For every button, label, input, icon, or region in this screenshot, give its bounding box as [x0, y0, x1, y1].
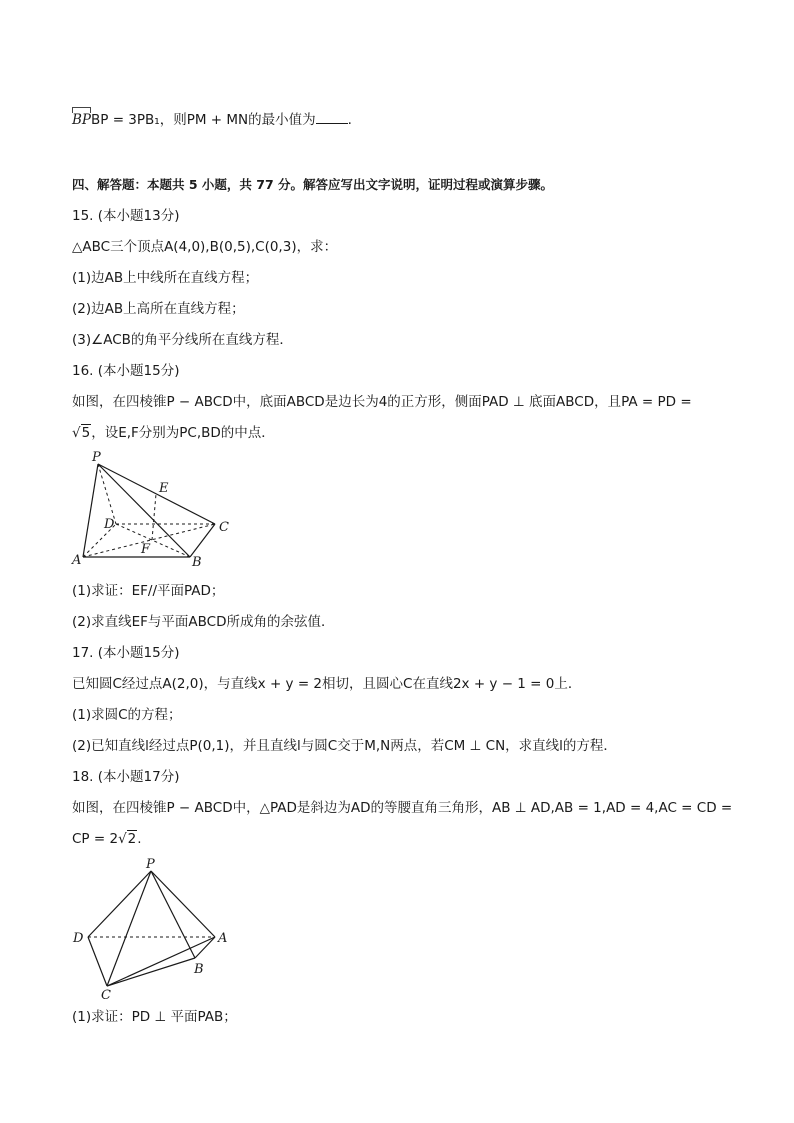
- label-f: F: [141, 542, 151, 557]
- label-e: E: [159, 481, 169, 496]
- q16-part1: (1)求证：EF//平面PAD；: [72, 583, 225, 599]
- label-d: D: [104, 517, 115, 532]
- pyramid-figure-2: [70, 855, 240, 1003]
- label-d: D: [73, 931, 84, 946]
- q15-part1: (1)边AB上中线所在直线方程；: [72, 270, 259, 286]
- q18-stem-line2: [72, 829, 142, 849]
- q17-header: 17. (本小题15分): [72, 645, 180, 661]
- q18-stem-pre: CP = 2: [72, 831, 119, 847]
- answer-blank: [316, 111, 348, 124]
- q18-stem-line1: 如图，在四棱锥P − ABCD中，△PAD是斜边为AD的等腰直角三角形，AB ⊥ AD,AB = 1,AD = 4,AC = CD =: [72, 800, 733, 816]
- section-4-heading: 四、解答题：本题共 5 小题，共 77 分。解答应写出文字说明，证明过程或演算步骤。: [72, 177, 554, 192]
- q15-header: 15. (本小题13分): [72, 208, 180, 224]
- q17-part2: (2)已知直线l经过点P(0,1)，并且直线l与圆C交于M,N两点，若CM ⊥ CN，求直线l的方程．: [72, 738, 617, 754]
- label-p: P: [92, 450, 101, 465]
- pyramid-figure-1: [70, 452, 240, 572]
- vector-bp: BP: [72, 112, 91, 128]
- q16-stem-line2: [72, 423, 275, 443]
- label-p: P: [146, 857, 155, 872]
- q18-part1: (1)求证：PD ⊥ 平面PAB；: [72, 1009, 237, 1025]
- q17-part1: (1)求圆C的方程；: [72, 707, 182, 723]
- q16-stem-line1: 如图，在四棱锥P − ABCD中，底面ABCD是边长为4的正方形，侧面PAD ⊥ 底面ABCD，且PA = PD =: [72, 394, 692, 410]
- q14-continuation: [72, 106, 352, 130]
- q15-part2: (2)边AB上高所在直线方程；: [72, 301, 245, 317]
- sqrt-5: √5: [72, 425, 91, 441]
- q15-stem: △ABC三个顶点A(4,0),B(0,5),C(0,3)，求：: [72, 239, 338, 255]
- sqrt-2: √2: [118, 831, 137, 847]
- label-c: C: [101, 988, 111, 1003]
- label-b: B: [194, 962, 204, 977]
- q14-text: BP = 3PB₁，则PM + MN的最小值为: [91, 112, 316, 128]
- q18-header: 18. (本小题17分): [72, 769, 180, 785]
- q16-part2: (2)求直线EF与平面ABCD所成角的余弦值．: [72, 614, 335, 630]
- label-a: A: [218, 931, 228, 946]
- q17-stem: 已知圆C经过点A(2,0)，与直线x + y = 2相切，且圆心C在直线2x + y − 1 = 0上．: [72, 676, 582, 692]
- q16-stem-tail: ，设E,F分别为PC,BD的中点．: [91, 425, 275, 441]
- label-a: A: [72, 553, 82, 568]
- q15-part3: (3)∠ACB的角平分线所在直线方程．: [72, 332, 293, 348]
- period: .: [347, 112, 352, 128]
- label-b: B: [192, 555, 202, 570]
- q18-stem-end: .: [137, 831, 142, 847]
- q16-header: 16. (本小题15分): [72, 363, 180, 379]
- label-c: C: [219, 520, 229, 535]
